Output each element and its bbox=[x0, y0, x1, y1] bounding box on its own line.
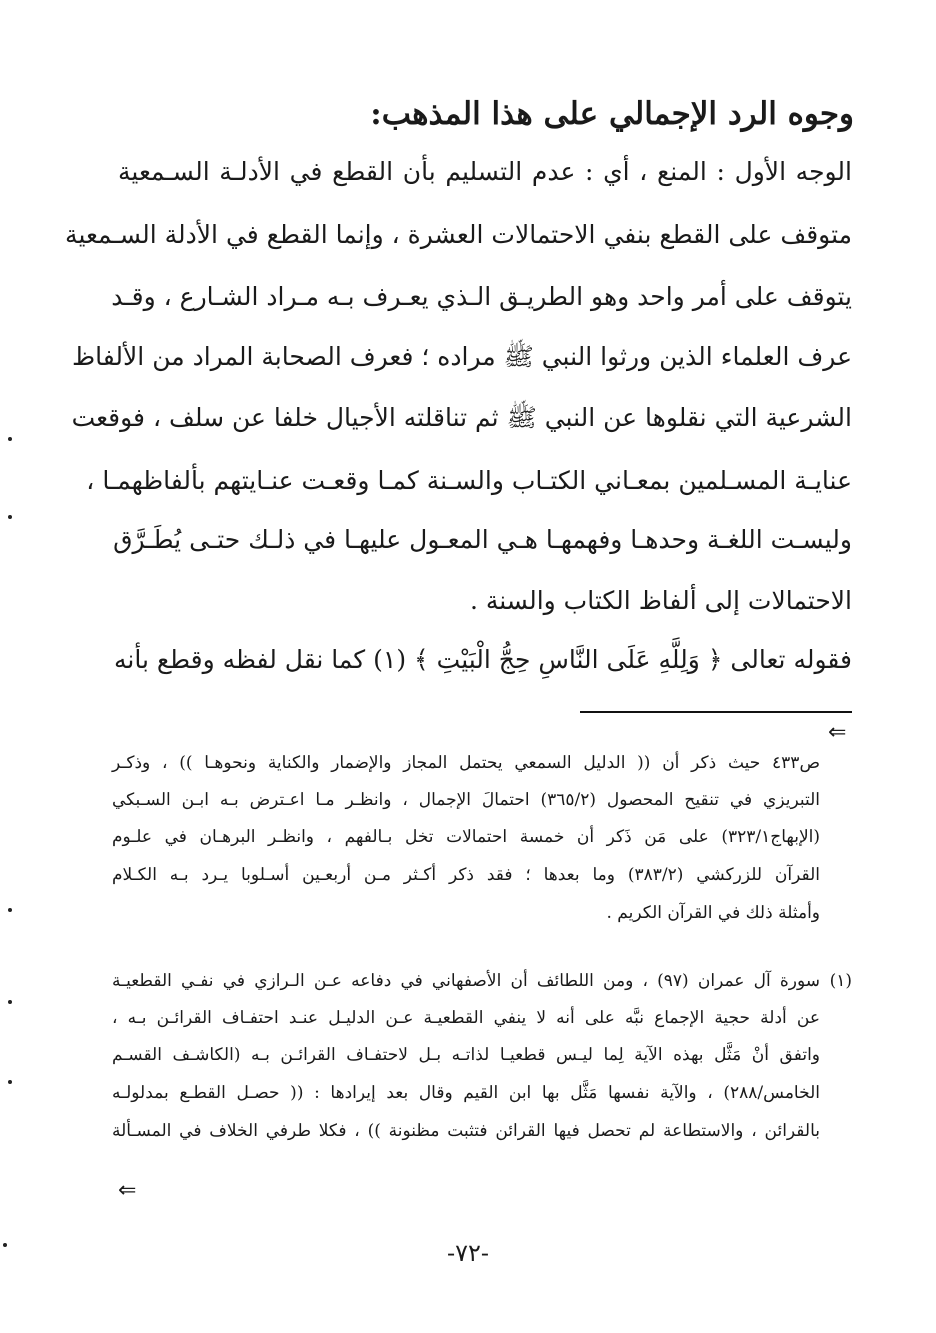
body-line: متوقف على القطع بنفي الاحتمالات العشرة ، وإنما القطع في الأدلة السـمعية bbox=[65, 220, 852, 249]
scan-speck bbox=[8, 437, 12, 441]
body-line: عرف العلماء الذين ورثوا النبي ﷺ مراده ؛ فعرف الصحابة المراد من الألفاظ bbox=[72, 342, 852, 371]
footnote-line: عن أدلة حجية الإجماع نبَّه على أنه لا ينفي القطعيـة عـن الدليـل عنـد احتفـاف القرائـن بـه ، bbox=[112, 1008, 820, 1028]
footnote-line: واتفق أنْ مَثَّل بهذه الآية لِما ليـس قطعيـا لذاتـه بـل لاحتفـاف القرائـن بـه (الكاشـف القسـم bbox=[112, 1045, 820, 1065]
footnote-line: (الإبهاج٣٢٣/١) على مَن ذَكر أن خمسة احتمالات تخل بـالفهم ، وانظـر البرهـان في علـوم bbox=[112, 827, 820, 847]
body-line: عنايـة المسـلمين بمعـاني الكتـاب والسـنة كمـا وقعـت عنـايتهم بألفاظهمـا ، bbox=[86, 466, 852, 495]
body-line: فقوله تعالى ﴿ وَلِلَّهِ عَلَى النَّاسِ حِجُّ الْبَيْتِ ﴾ (١) كما نقل لفظه وقطع بأنه bbox=[113, 645, 852, 674]
footnote-number: (١) bbox=[829, 971, 852, 991]
continuation-arrow-icon: ⇐ bbox=[118, 1178, 137, 1203]
body-line: الوجه الأول : المنع ، أي : عدم التسليم بأن القطع في الأدلـة السـمعية bbox=[118, 157, 852, 186]
page-number: -٧٢- bbox=[447, 1239, 489, 1267]
scan-speck bbox=[3, 1243, 7, 1247]
body-line: وليسـت اللغـة وحدهـا وفهمهـا هـي المعـول عليهـا في ذلـك حتـى يُطَـرَّق bbox=[113, 525, 852, 554]
body-line: الاحتمالات إلى ألفاظ الكتاب والسنة . bbox=[469, 586, 852, 615]
continuation-arrow-icon: ⇐ bbox=[828, 720, 847, 745]
body-line: الشرعية التي نقلوها عن النبي ﷺ ثم تناقلته الأجيال خلفا عن سلف ، فوقعت bbox=[71, 403, 852, 432]
body-line: يتوقف على أمر واحد وهو الطريـق الـذي يعـرف بـه مـراد الشـارع ، وقـد bbox=[111, 282, 852, 311]
scan-speck bbox=[8, 1000, 12, 1004]
footnote-line: بالقرائن ، والاستطاعة لم تحصل فيها القرائن فتثبت مظنونة )) ، فكلا طرفي الخلاف في المسـألة bbox=[112, 1121, 820, 1141]
section-heading: وجوه الرد الإجمالي على هذا المذهب: bbox=[370, 96, 854, 132]
footnote-line: سورة آل عمران (٩٧) ، ومن اللطائف أن الأصفهاني في دفاعه عـن الـرازي في نفـي القطعيـة bbox=[112, 971, 821, 991]
scan-speck bbox=[8, 908, 12, 912]
footnote-line: وأمثلة ذلك في القرآن الكريم . bbox=[606, 903, 820, 923]
scan-speck bbox=[8, 515, 12, 519]
footnote-line: الخامس/٢٨٨) ، والآية نفسها مَثَّل بها ابن القيم وقال بعد إيرادها : (( حصـل القطـع بمدلولـه bbox=[112, 1083, 820, 1103]
footnote-separator bbox=[580, 711, 852, 713]
footnote-line: القرآن للزركشي (٣٨٣/٢) وما بعدها ؛ فقد ذكر أكـثر مـن أربعـين أسـلوبا يـرد بـه الكـلام bbox=[112, 865, 820, 885]
scan-speck bbox=[8, 1080, 12, 1084]
footnote-line: التبريزي في تنقيح المحصول (٣٦٥/٢) احتمالَ الإجمال ، وانظـر مـا اعـترض بـه ابـن السـبكي bbox=[112, 790, 820, 810]
footnote-line: ص٤٣٣ حيث ذكر أن (( الدليل السمعي يحتمل المجاز والإضمار والكناية ونحوهـا )) ، وذكـر bbox=[112, 753, 820, 773]
